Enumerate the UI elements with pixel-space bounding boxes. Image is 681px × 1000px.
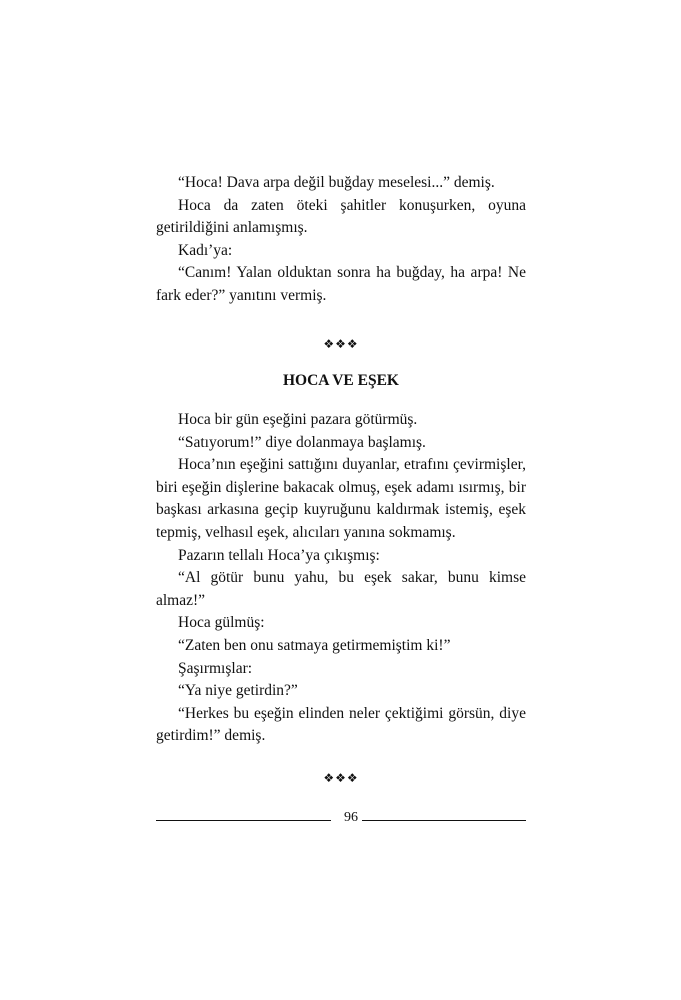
paragraph: “Ya niye getirdin?” (178, 682, 298, 700)
footer-rule-left (156, 820, 331, 821)
page-number: 96 (344, 810, 358, 825)
story-ending-text (156, 172, 526, 308)
section-divider-ornament: ❖❖❖ (323, 337, 359, 351)
page-footer (156, 810, 526, 830)
paragraph: “Zaten ben onu satmaya getirmemiştim ki!” (178, 636, 451, 654)
paragraph: Hoca gülmüş: (178, 614, 265, 632)
paragraph: “Herkes bu eşeğin elinden neler çektiğimi görsün, diye getirdim!” demiş. (156, 704, 526, 745)
footer-rule-right (362, 820, 526, 821)
paragraph: Şaşırmışlar: (178, 659, 253, 677)
paragraph: Hoca bir gün eşeğini pazara götürmüş. (178, 411, 418, 428)
section-title: HOCA VE EŞEK (282, 372, 399, 389)
paragraph: “Canım! Yalan olduktan sonra ha buğday, ha arpa! Ne fark eder?” yanıtını vermiş. (156, 264, 526, 304)
story-text (156, 409, 526, 748)
paragraph: “Satıyorum!” diye dolanmaya başlamış. (178, 433, 426, 451)
paragraph: Pazarın tellalı Hoca’ya çıkışmış: (178, 546, 380, 564)
paragraph: “Hoca! Dava arpa değil buğday meselesi...” demiş. (178, 174, 495, 191)
section-divider-ornament: ❖❖❖ (323, 771, 359, 785)
paragraph: “Al götür bunu yahu, bu eşek sakar, bunu kimse almaz!” (156, 569, 526, 609)
paragraph: Kadı’ya: (178, 241, 233, 259)
paragraph: Hoca da zaten öteki şahitler konuşurken, oyuna getirildiğini anlamışmış. (156, 196, 526, 237)
paragraph: Hoca’nın eşeğini sattığını duyanlar, etrafını çevirmişler, biri eşeğin dişlerine bakacak olmuş, eşek adamı ısırmış, bir başkası arkasına geçip kuyruğunu kaldırmak istemiş, eşek tepmiş, velhasıl eşek, alıcıları yanına sokmamış. (156, 456, 526, 541)
